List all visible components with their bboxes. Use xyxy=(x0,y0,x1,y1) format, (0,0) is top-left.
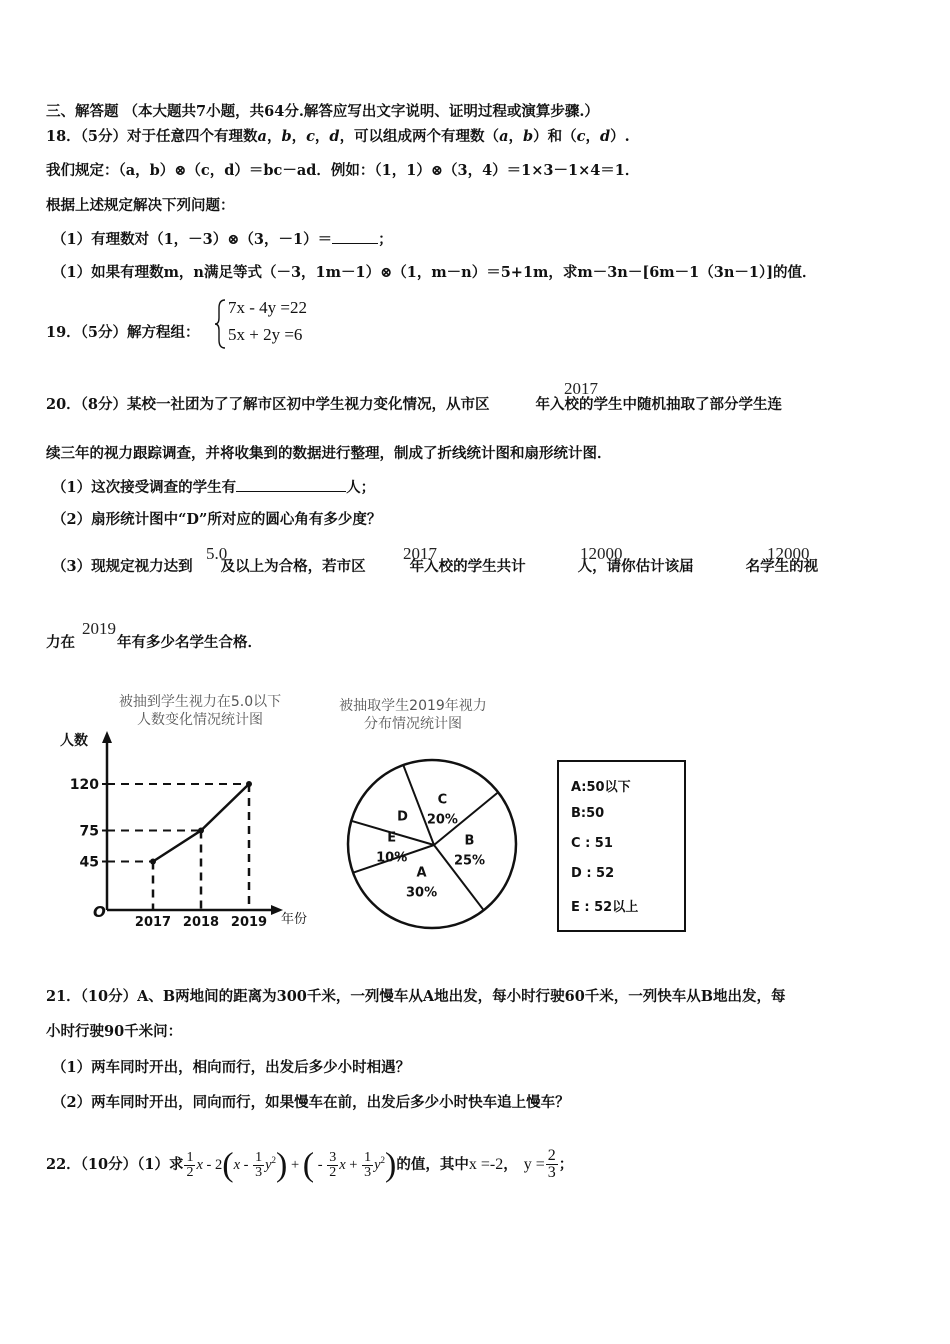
answer-blank xyxy=(332,229,378,244)
slice-label-b: B xyxy=(464,833,475,849)
legend-item-e: E : 52以上 xyxy=(571,900,639,915)
data-point-2017 xyxy=(150,859,156,865)
equation-1: 7x - 4y =22 xyxy=(228,298,307,317)
year-2017: 2017 xyxy=(564,379,598,398)
data-point-2018 xyxy=(198,828,204,834)
y-axis-arrow xyxy=(102,731,112,743)
origin-label: O xyxy=(93,903,106,921)
q20-part2: （2）扇形统计图中“D”所对应的圆心角有多少度？ xyxy=(52,511,382,528)
year-2019: 2019 xyxy=(82,619,116,638)
y-axis-label: 人数 xyxy=(60,733,88,749)
x-axis-label: 年份 xyxy=(281,912,308,927)
legend-item-d: D : 52 xyxy=(571,866,615,881)
line-chart xyxy=(55,725,325,930)
x-tick-label: 2019 xyxy=(230,915,268,930)
y-tick-label: 45 xyxy=(79,854,99,871)
q18-intro: 18．（5分）对于任意四个有理数a，b，c，d，可以组成两个有理数（a，b）和（c，d）. xyxy=(46,128,630,145)
q21-line1: 21．（10分）A、B两地间的距离为300千米，一列慢车从A地出发，每小时行驶60千米，一列快车从B地出发，每 xyxy=(46,988,786,1005)
q20-line1: 20．（8分）某校一社团为了了解市区初中学生视力变化情况，从市区 年入校的学生中随机抽取了部分学生连 xyxy=(46,396,783,413)
q22-expression: $\frac{1}{2}$ x - 2(x - $\frac{1}{3}$ $y^2$) + ( - $\frac{3}{2}$ x + $\frac{1}{3}$ $y^2$) xyxy=(186,1146,397,1184)
q18-rule: 我们规定：（a，b）⊗（c，d）＝bc－ad．例如：（1，1）⊗（3，4）＝1×3－1×4＝1． xyxy=(46,162,640,179)
q21-part2: （2）两车同时开出，同向而行，如果慢车在前，出发后多少小时快车追上慢车？ xyxy=(52,1094,570,1111)
q20-part3-line2: 力在 年有多少名学生合格． xyxy=(46,634,262,651)
legend-item-c: C : 51 xyxy=(571,836,613,851)
answer-blank xyxy=(236,477,346,492)
slice-label-a: A xyxy=(416,865,427,881)
equation-2: 5x + 2y =6 xyxy=(228,325,303,344)
pie-legend xyxy=(557,760,686,932)
y-tick-label: 75 xyxy=(79,823,99,840)
q20-line2: 续三年的视力跟踪调查，并将收集到的数据进行整理，制成了折线统计图和扇形统计图． xyxy=(46,445,612,462)
x-tick-label: 2018 xyxy=(182,915,220,930)
y-tick-label: 120 xyxy=(69,777,99,793)
value-5-0: 5.0 xyxy=(206,544,228,563)
q20-part3: （3）现规定视力达到 及以上为合格，若市区 年入校的学生共计 人，请你估计该届 名学生的视 xyxy=(52,558,819,575)
pie-chart-title: 被抽取学生2019年视力 分布情况统计图 xyxy=(339,698,487,732)
q21-line2: 小时行驶90千米问： xyxy=(46,1023,183,1040)
q20-part1: （1）这次接受调查的学生有 人； xyxy=(52,479,376,496)
x-tick-label: 2017 xyxy=(134,915,172,930)
x-value: x =-2 xyxy=(468,1155,504,1173)
q19-label: 19．（5分）解方程组： xyxy=(46,324,200,341)
q21-part1: （1）两车同时开出，相向而行，出发后多少小时相遇？ xyxy=(52,1059,411,1076)
legend-item-b: B:50 xyxy=(571,806,605,821)
slice-label-c: C xyxy=(437,792,448,808)
slice-pct-e: 10% xyxy=(376,850,408,866)
slice-pct-c: 20% xyxy=(426,812,458,828)
equation-brace xyxy=(213,298,227,350)
q18-part1: （1）有理数对（1，－3）⊗（3，－1）＝ ； xyxy=(52,231,393,248)
year-2017: 2017 xyxy=(403,544,437,563)
slice-pct-b: 25% xyxy=(453,853,486,869)
section-heading: 三、解答题 （本大题共7小题，共64分.解答应写出文字说明、证明过程或演算步骤.） xyxy=(46,103,599,120)
q18-prompt: 根据上述规定解决下列问题： xyxy=(46,197,235,214)
slice-label-e: E xyxy=(387,830,397,846)
legend-item-a: A:50以下 xyxy=(571,780,631,795)
q18-part2: （1）如果有理数m，n满足等式（－3，1m－1）⊗（1，m－n）＝5+1m，求m－3n－[6m－1（3n－1）]的值． xyxy=(52,264,817,281)
pie-chart xyxy=(340,752,530,937)
line-chart-title: 被抽到学生视力在5.0以下 人数变化情况统计图 xyxy=(118,694,282,728)
slice-pct-a: 30% xyxy=(406,885,438,901)
q22: 22．（10分）（1）求 $\frac{1}{2}$ x - 2(x - $\frac{1}{3}$ $y^2$) + ( - $\frac{3}{2}$ x + $\frac{1}{3}$ $y^2$)的值，其中x =-2， y = $\frac{2}{3}$ ； xyxy=(46,1146,574,1184)
count-12000: 12000 xyxy=(767,544,810,563)
data-point-2019 xyxy=(246,781,252,787)
y-value: $\frac{2}{3}$ xyxy=(547,1147,556,1182)
slice-label-d: D xyxy=(397,809,408,825)
count-12000: 12000 xyxy=(580,544,623,563)
